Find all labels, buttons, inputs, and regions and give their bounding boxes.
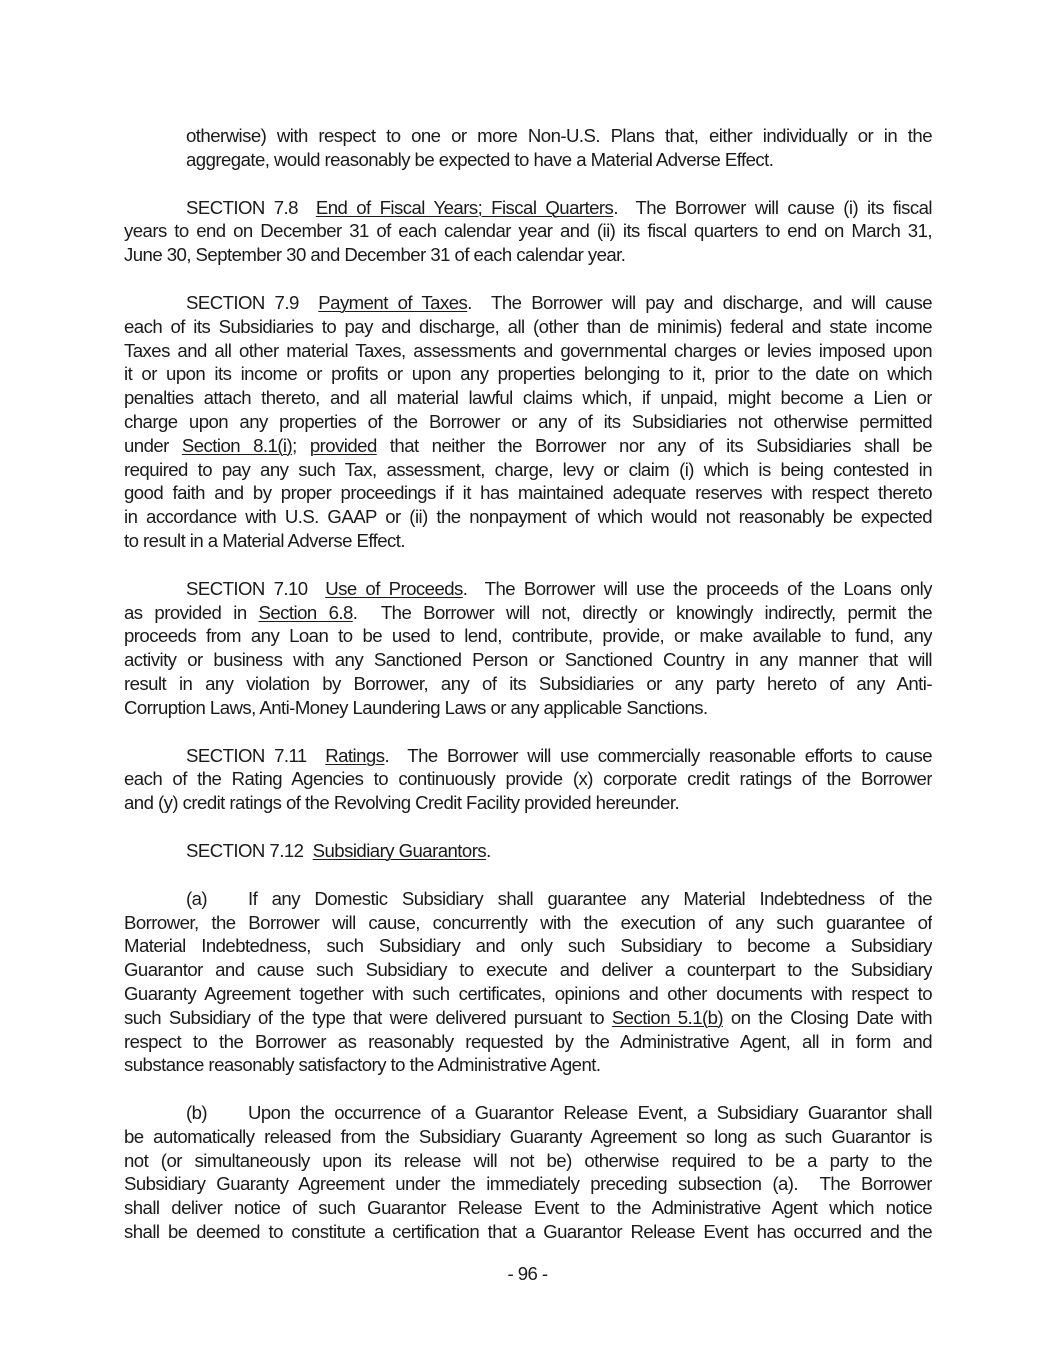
text-line: Material Indebtedness, such Subsidiary and only such Subsidiary to become a Subsidiary: [124, 935, 932, 957]
text-line: June 30, September 30 and December 31 of each calendar year.: [124, 244, 626, 266]
text-fragment: under: [124, 434, 182, 456]
text-line: in accordance with U.S. GAAP or (ii) the nonpayment of which would not reasonably be expected: [124, 506, 932, 528]
text-fragment: . The Borrower will not, directly or knowingly indirectly, permit the: [352, 601, 932, 623]
section-number: SECTION 7.8: [186, 196, 298, 218]
text-line: good faith and by proper proceedings if it has maintained adequate reserves with respect thereto: [124, 482, 932, 504]
section-title: End of Fiscal Years; Fiscal Quarters: [315, 196, 614, 218]
text-line: activity or business with any Sanctioned Person or Sanctioned Country in any manner that will: [124, 649, 932, 671]
text-line: Guaranty Agreement together with such certificates, opinions and other documents with respect to: [124, 982, 932, 1004]
text-fragment: on the Closing Date with: [723, 1006, 932, 1028]
text-fragment: Upon the occurrence of a Guarantor Release Event, a Subsidiary Guarantor shall: [248, 1102, 932, 1124]
subsection-first-line: [124, 1101, 932, 1125]
text-fragment: If any Domestic Subsidiary shall guarantee any Material Indebtedness of the: [248, 887, 932, 909]
section-title: Subsidiary Guarantors: [312, 839, 487, 861]
text-line: each of the Rating Agencies to continuously provide (x) corporate credit ratings of the Borrower: [124, 768, 932, 790]
text-line-with-references: [124, 1006, 932, 1030]
text-line: Corruption Laws, Anti-Money Laundering Laws or any applicable Sanctions.: [124, 696, 708, 718]
section-heading-line: [124, 839, 932, 863]
section-heading-line: [124, 196, 932, 220]
text-line: respect to the Borrower as reasonably requested by the Administrative Agent, all in form and: [124, 1030, 932, 1052]
text-line: shall deliver notice of such Guarantor Release Event to the Administrative Agent which notice: [124, 1197, 932, 1219]
defined-term-provided: provided: [309, 434, 377, 456]
subsection-label: (a): [186, 887, 208, 909]
text-line: Guarantor and cause such Subsidiary to execute and deliver a counterpart to the Subsidiary: [124, 959, 932, 981]
section-heading-line: [124, 744, 932, 768]
subsection-b: [124, 1101, 932, 1244]
text-line: Subsidiary Guaranty Agreement under the immediately preceding subsection (a). The Borrower: [124, 1173, 932, 1195]
section-7-9: [124, 291, 932, 553]
section-text: . The Borrower will use the proceeds of the Loans only: [462, 577, 932, 599]
text-line: shall be deemed to constitute a certification that a Guarantor Release Event has occurred and the: [124, 1221, 932, 1243]
section-7-12: [124, 839, 932, 863]
subsection-first-line: [124, 887, 932, 911]
cross-reference-section-5-1-b[interactable]: Section 5.1(b): [611, 1006, 724, 1028]
section-7-10: [124, 577, 932, 720]
text-line: to result in a Material Adverse Effect.: [124, 529, 406, 551]
text-line: each of its Subsidiaries to pay and discharge, all (other than de minimis) federal and state income: [124, 315, 932, 337]
text-line: Borrower, the Borrower will cause, concurrently with the execution of any such guarantee of: [124, 911, 932, 933]
section-title: Payment of Taxes: [318, 291, 468, 313]
text-line: result in any violation by Borrower, any of its Subsidiaries or any party hereto of any Anti-: [124, 672, 932, 694]
document-page: [124, 124, 932, 1268]
text-line: be automatically released from the Subsidiary Guaranty Agreement so long as such Guarantor is: [124, 1125, 932, 1147]
text-line: aggregate, would reasonably be expected to have a Material Adverse Effect.: [186, 148, 774, 170]
text-fragment: as provided in: [124, 601, 259, 623]
text-line: substance reasonably satisfactory to the Administrative Agent.: [124, 1054, 601, 1076]
section-title: Ratings: [325, 744, 385, 766]
subsection-label: (b): [186, 1102, 208, 1124]
continuation-paragraph: [124, 124, 932, 172]
text-line: and (y) credit ratings of the Revolving Credit Facility provided hereunder.: [124, 792, 680, 814]
text-fragment: ;: [292, 434, 310, 456]
text-line: proceeds from any Loan to be used to lend, contribute, provide, or make available to fund, any: [124, 625, 932, 647]
cross-reference-section-6-8[interactable]: Section 6.8: [258, 601, 353, 623]
section-heading-line: [124, 577, 932, 601]
text-line-with-references: [124, 434, 932, 458]
text-line: penalties attach thereto, and all material lawful claims which, if unpaid, might become a Lien or: [124, 387, 932, 409]
text-line: years to end on December 31 of each calendar year and (ii) its fiscal quarters to end on March 31,: [124, 220, 932, 242]
subsection-a: [124, 887, 932, 1077]
text-line-with-references: [124, 601, 932, 625]
text-line: not (or simultaneously upon its release will not be) otherwise required to be a party to the: [124, 1149, 932, 1171]
text-line: charge upon any properties of the Borrower or any of its Subsidiaries not otherwise permitted: [124, 410, 932, 432]
text-fragment: that neither the Borrower nor any of its Subsidiaries shall be: [376, 434, 932, 456]
text-fragment: such Subsidiary of the type that were delivered pursuant to: [124, 1006, 612, 1028]
text-line: Taxes and all other material Taxes, assessments and governmental charges or levies imposed upon: [124, 339, 932, 361]
section-7-8: [124, 196, 932, 267]
section-number: SECTION 7.11: [186, 744, 307, 766]
section-text: . The Borrower will cause (i) its fiscal: [613, 196, 932, 218]
cross-reference-section-8-1-i[interactable]: Section 8.1(i): [181, 434, 293, 456]
text-line: it or upon its income or profits or upon any properties belonging to it, prior to the date on which: [124, 363, 932, 385]
section-text: . The Borrower will use commercially reasonable efforts to cause: [384, 744, 932, 766]
section-number: SECTION 7.9: [186, 291, 299, 313]
section-number: SECTION 7.12: [186, 839, 304, 861]
text-line: required to pay any such Tax, assessment, charge, levy or claim (i) which is being contested in: [124, 458, 932, 480]
text-line: otherwise) with respect to one or more Non-U.S. Plans that, either individually or in the: [186, 125, 932, 146]
section-text: . The Borrower will pay and discharge, and will cause: [467, 291, 932, 313]
section-text: .: [486, 839, 491, 861]
page-number: - 96 -: [507, 1263, 548, 1284]
section-7-11: [124, 744, 932, 815]
section-number: SECTION 7.10: [186, 577, 308, 599]
section-heading-line: [124, 291, 932, 315]
section-title: Use of Proceeds: [325, 577, 463, 599]
